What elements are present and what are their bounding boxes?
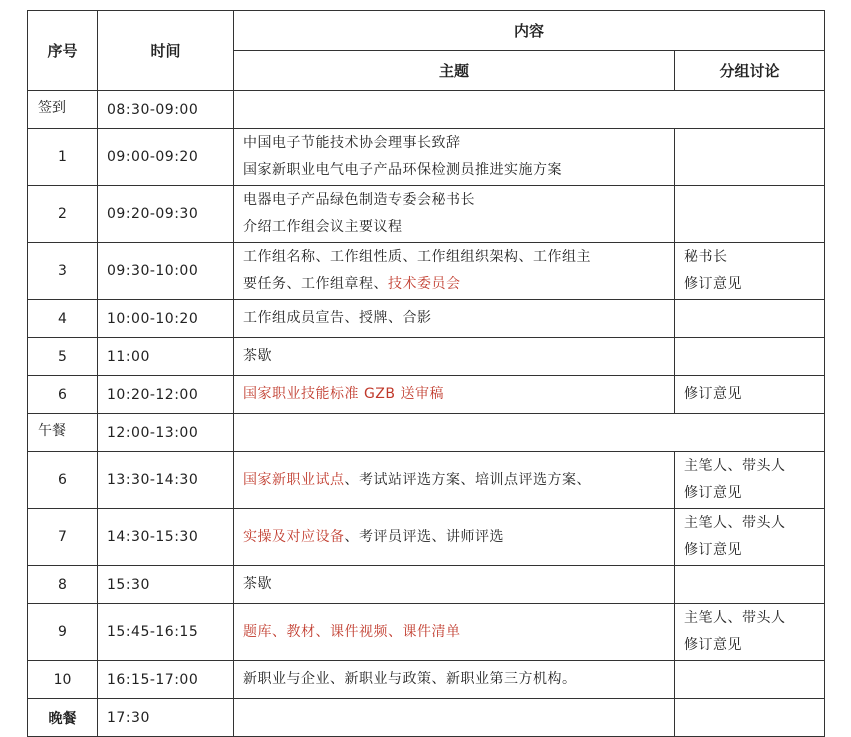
row-topic — [234, 452, 675, 509]
discussion-line: 主笔人、带头人 — [684, 515, 786, 531]
row-discussion — [675, 300, 825, 338]
dinner-discussion-empty — [675, 699, 825, 737]
header-discussion: 分组讨论 — [675, 51, 825, 91]
table-row — [28, 376, 825, 414]
row-discussion — [675, 186, 825, 243]
row-seq: 1 — [28, 129, 98, 186]
row-time: 10:00-10:20 — [98, 300, 234, 338]
discussion-line: 修订意见 — [684, 542, 742, 558]
row-seq: 2 — [28, 186, 98, 243]
row-seq: 10 — [28, 661, 98, 699]
row-time: 09:00-09:20 — [98, 129, 234, 186]
lunch-time: 12:00-13:00 — [98, 414, 234, 452]
topic-line: 介绍工作组会议主要议程 — [243, 219, 403, 235]
discussion-line: 秘书长 — [684, 249, 728, 265]
row-topic: 茶歇 — [234, 566, 675, 604]
row-topic — [234, 186, 675, 243]
row-time: 09:20-09:30 — [98, 186, 234, 243]
topic-line: 中国电子节能技术协会理事长致辞 — [243, 135, 461, 151]
row-discussion — [675, 243, 825, 300]
table-row — [28, 186, 825, 243]
row-topic — [234, 243, 675, 300]
signin-label: 签到 — [28, 91, 98, 129]
table-row — [28, 566, 825, 604]
row-discussion — [675, 129, 825, 186]
topic-line — [243, 271, 674, 298]
discussion-line: 修订意见 — [684, 276, 742, 292]
header-topic: 主题 — [234, 51, 675, 91]
row-topic: 题库、教材、课件视频、课件清单 — [234, 604, 675, 661]
row-discussion — [675, 604, 825, 661]
row-time: 14:30-15:30 — [98, 509, 234, 566]
row-discussion — [675, 661, 825, 699]
header-content: 内容 — [234, 11, 825, 51]
table-row — [28, 338, 825, 376]
discussion-line: 主笔人、带头人 — [684, 610, 786, 626]
topic-line: 国家新职业电气电子产品环保检测员推进实施方案 — [243, 162, 562, 178]
discussion-line: 修订意见 — [684, 637, 742, 653]
dinner-time: 17:30 — [98, 699, 234, 737]
row-time: 15:30 — [98, 566, 234, 604]
table-row — [28, 129, 825, 186]
topic-text: 、考评员评选、讲师评选 — [344, 528, 504, 545]
table-row — [28, 452, 825, 509]
lunch-label: 午餐 — [28, 414, 98, 452]
row-seq: 9 — [28, 604, 98, 661]
topic-line: 工作组名称、工作组性质、工作组组织架构、工作组主 — [243, 249, 591, 265]
signin-empty — [234, 91, 825, 129]
topic-highlight: 实操及对应设备 — [243, 528, 345, 545]
agenda-table — [27, 10, 825, 737]
row-discussion — [675, 338, 825, 376]
table-row — [28, 243, 825, 300]
discussion-line: 主笔人、带头人 — [684, 458, 786, 474]
row-time: 09:30-10:00 — [98, 243, 234, 300]
row-time: 10:20-12:00 — [98, 376, 234, 414]
table-row — [28, 661, 825, 699]
row-topic: 工作组成员宣告、授牌、合影 — [234, 300, 675, 338]
row-seq: 6 — [28, 376, 98, 414]
row-seq: 3 — [28, 243, 98, 300]
topic-highlight: 国家新职业试点 — [243, 471, 345, 488]
row-discussion — [675, 566, 825, 604]
header-time: 时间 — [98, 11, 234, 91]
dinner-topic-empty — [234, 699, 675, 737]
row-topic: 新职业与企业、新职业与政策、新职业第三方机构。 — [234, 661, 675, 699]
row-discussion — [675, 509, 825, 566]
row-seq: 5 — [28, 338, 98, 376]
table-row — [28, 414, 825, 452]
signin-time: 08:30-09:00 — [98, 91, 234, 129]
topic-text: 要任务、工作组章程、 — [243, 276, 388, 292]
table-row — [28, 604, 825, 661]
table-row — [28, 300, 825, 338]
row-time: 13:30-14:30 — [98, 452, 234, 509]
lunch-empty — [234, 414, 825, 452]
row-topic: 国家职业技能标准 GZB 送审稿 — [234, 376, 675, 414]
row-topic — [234, 129, 675, 186]
dinner-label: 晚餐 — [28, 699, 98, 737]
table-row — [28, 509, 825, 566]
table-row — [28, 91, 825, 129]
topic-text: 、考试站评选方案、培训点评选方案、 — [344, 471, 591, 488]
row-time: 11:00 — [98, 338, 234, 376]
table-row — [28, 699, 825, 737]
header-seq: 序号 — [28, 11, 98, 91]
row-topic: 茶歇 — [234, 338, 675, 376]
row-seq: 6 — [28, 452, 98, 509]
row-seq: 7 — [28, 509, 98, 566]
topic-highlight: 技术委员会 — [388, 276, 461, 292]
topic-line: 电器电子产品绿色制造专委会秘书长 — [243, 192, 475, 208]
row-topic — [234, 509, 675, 566]
row-time: 16:15-17:00 — [98, 661, 234, 699]
discussion-line: 修订意见 — [684, 485, 742, 501]
row-time: 15:45-16:15 — [98, 604, 234, 661]
row-seq: 4 — [28, 300, 98, 338]
row-discussion: 修订意见 — [675, 376, 825, 414]
row-discussion — [675, 452, 825, 509]
row-seq: 8 — [28, 566, 98, 604]
